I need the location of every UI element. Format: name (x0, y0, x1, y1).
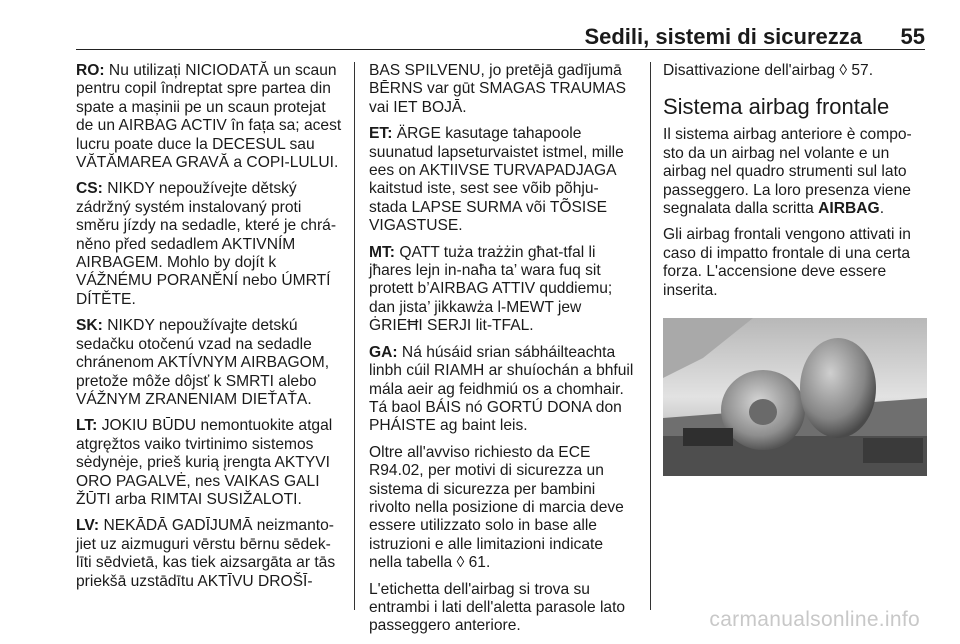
language-code: CS: (76, 180, 103, 198)
warning-paragraph (76, 517, 346, 591)
warning-text: NIKDY nepoužívajte detskú sedačku otočenú vzad na sedadle chránenom AKTÍVNYM AIRBAGOM, pretože môže dôjsť k SMRTI alebo VÁŽNYM ZRANENIAM DIEŤAŤA. (76, 317, 330, 408)
body-text: Il sistema airbag anteriore è compo-sto da un airbag nel volante e un airbag nel quadro strumenti sul lato passeggero. La loro presenza viene segnalata dalla scritta (663, 126, 912, 218)
warning-paragraph (76, 417, 346, 509)
header-rule (76, 49, 925, 50)
warning-text: Ná húsáid srian sábháilteachta linbh cúil RIAMH ar shuíochán a bhfuil mála aeir ag feidhmiú os a chomhair. Tá baol BÁIS nó GORTÚ DONA don PHÁISTE ag baint leis. (369, 343, 634, 435)
body-paragraph: Gli airbag frontali vengono attivati in caso di impatto frontale di una certa forza. L'accensione deve essere inserita. (663, 226, 911, 299)
warning-text: Nu utilizați NICIODATĂ un scaun pentru copil îndreptat spre partea din spate a mașinii pe un scaun protejat de un AIRBAG ACTIV în fața sa; acest lucru poate duce la DECESUL sau VĂTĂMAREA GRAVĂ a COPI-LULUI. (76, 62, 342, 172)
body-paragraph (369, 444, 635, 573)
warning-paragraph (369, 125, 635, 235)
language-code: MT: (369, 243, 395, 261)
section-heading: Sistema airbag frontale (663, 94, 890, 120)
language-code: LT: (76, 417, 98, 435)
language-code: SK: (76, 317, 103, 335)
body-paragraph (369, 581, 635, 636)
body-text: . (879, 200, 885, 218)
language-code: RO: (76, 62, 105, 79)
warning-text: ÄRGE kasutage tahapoole suunatud lapseturvaistet istmel, mille ees on AKTIIVSE TURVAPADJAGA kaitstud iste, sest see võib põhju-stada LAPSE SURMA või TÕSISE VIGASTUSE. (369, 125, 624, 235)
page-number: 55 (900, 24, 925, 49)
airbag-illustration (663, 318, 927, 476)
language-code: ET: (369, 125, 393, 143)
language-code: GA: (369, 343, 398, 361)
page-header (0, 0, 960, 56)
warning-text: BAS SPILVENU, jo pretējā gadījumā BĒRNS var gūt SMAGAS TRAUMAS vai IET BOJĀ. (369, 62, 627, 116)
column-divider (354, 62, 355, 610)
column-right (663, 62, 928, 476)
warning-paragraph (76, 317, 346, 409)
airbag-label: AIRBAG (818, 200, 880, 218)
airbag-photo (663, 318, 927, 476)
warning-text: NIKDY nepoužívejte dětský zádržný systém instalovaný proti směru jízdy na sedadle, které je chrá-něno před sedadlem AKTIVNÍM AIRBAGEM. Mohlo by dojít k VÁŽNÉMU PORANĚNÍ nebo ÚMRTÍ DÍTĚTE. (76, 180, 337, 308)
column-left (76, 62, 346, 599)
warning-paragraph (76, 180, 346, 309)
warning-text: NEKĀDĀ GADĪJUMĀ neizmanto-jiet uz aizmuguri vērstu bērnu sēdek-līti sēdvietā, kas tiek aizsargāta ar tās priekšā uzstādītu AKTĪVU DROŠĪ- (76, 517, 336, 590)
column-divider (650, 62, 651, 610)
body-paragraph (663, 126, 928, 218)
cross-reference: Disattivazione dell'airbag ◊ 57. (663, 62, 874, 79)
warning-text: QATT tuża trażżin għat-tfal li jħares lejn in-naħa ta’ wara fuq sit protett b’AIRBAG ATTIV quddiemu; dan jista’ jikkawża l-MEWT jew ĠRIEĦI SERJI lit-TFAL. (369, 243, 613, 335)
section-title: Sedili, sistemi di sicurezza (584, 24, 862, 49)
warning-paragraph (369, 62, 635, 117)
watermark: carmanualsonline.info (709, 608, 920, 631)
warning-paragraph (369, 344, 635, 436)
language-code: LV: (76, 517, 100, 535)
body-text: Oltre all'avviso richiesto da ECE R94.02, per motivi di sicurezza un sistema di sicurezza per bambini rivolto nella posizione di marcia deve essere utilizzato solo in base alle istruzioni e alle limitazioni indicate nella tabella ◊ 61. (369, 443, 624, 572)
column-middle (369, 62, 635, 644)
warning-paragraph (76, 62, 346, 172)
warning-text: JOKIU BŪDU nemontuokite atgal atgręžtos vaiko tvirtinimo sistemos sėdynėje, prieš kurią įrengta AKTYVI ORO PAGALVĖ, nes VAIKAS GALI ŽŪTI arba RIMTAI SUSIŽALOTI. (76, 417, 333, 508)
warning-paragraph (369, 244, 635, 336)
body-text: L'etichetta dell'airbag si trova su entrambi i lati dell'aletta parasole lato passeggero anteriore. (369, 580, 626, 635)
